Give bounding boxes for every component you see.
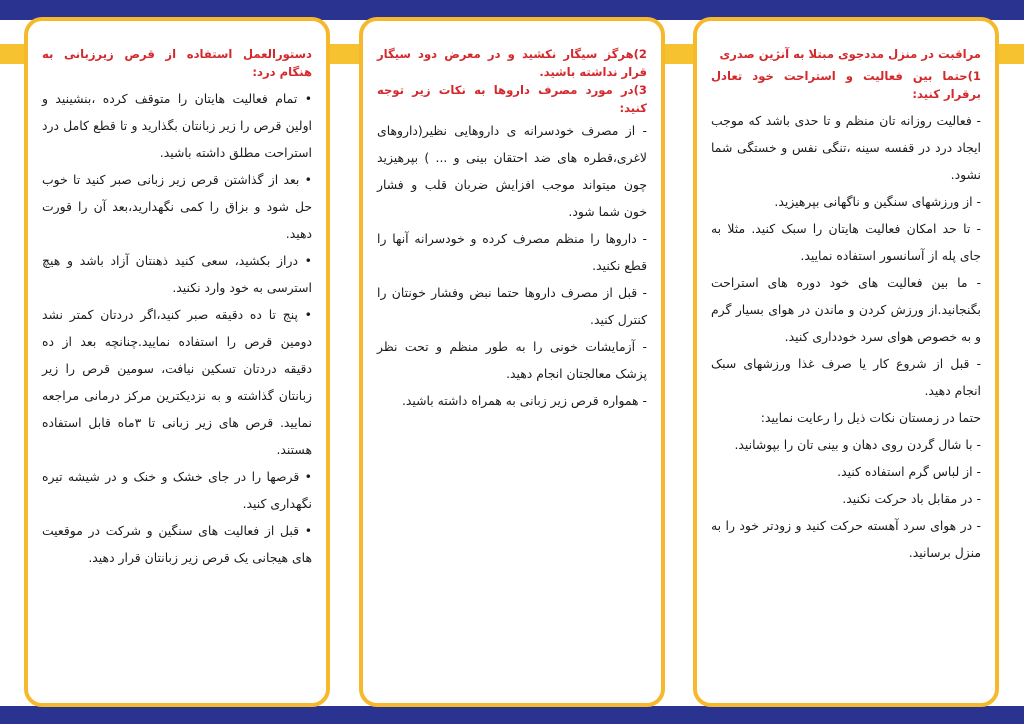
list-item: - آزمایشات خونی را به طور منظم و تحت نظر پزشک معالجتان انجام دهید. <box>377 339 647 381</box>
list-item: - با شال گردن روی دهان و بینی تان را بپوشانید. <box>734 437 981 452</box>
list-item: - در مقابل باد حرکت نکنید. <box>842 491 981 506</box>
list-item: - فعالیت روزانه تان منظم و تا حدی باشد که موجب ایجاد درد در قفسه سینه ،تنگی نفس و خستگی شما نشود. <box>711 113 981 182</box>
list-item: - داروها را منظم مصرف کرده و خودسرانه آنها را قطع نکنید. <box>377 231 647 273</box>
list-item: - تا حد امکان فعالیت هایتان را سبک کنید. مثلا به جای پله از آسانسور استفاده نمایید. <box>711 221 981 263</box>
list-item: - همواره قرص زیر زبانی به همراه داشته باشید. <box>401 393 647 408</box>
list-item: حتما در زمستان نکات ذیل را رعایت نمایید: <box>760 410 981 425</box>
list-item: - از لباس گرم استفاده کنید. <box>837 464 981 479</box>
list-item: • پنج تا ده دقیقه صبر کنید،اگر دردتان کمتر نشد دومین قرص را استفاده نمایید.چنانچه بعد از ده دقیقه دردتان تسکین نیافت، سومین قرص را زیر زبانتان گذاشته و به نزدیکترین مرکز درمانی مراجعه نمایید. قرص های زیر زبانی تا ۳ماه قابل استفاده هستند. <box>42 307 312 457</box>
list-item: • قرصها را در جای خشک و خنک و در شیشه تیره نگهداری کنید. <box>42 469 312 511</box>
panel-smoking-medication <box>359 17 665 707</box>
list-item: - قبل از شروع کار یا صرف غذا ورزشهای سبک انجام دهید. <box>711 356 981 398</box>
list-item: • قبل از فعالیت های سنگین و شرکت در موقعیت های هیجانی یک قرص زیر زبانتان قرار دهید. <box>42 523 312 565</box>
bottom-band <box>0 706 1024 724</box>
list-item: • دراز بکشید، سعی کنید ذهنتان آزاد باشد و هیچ استرسی به خود وارد نکنید. <box>42 253 312 295</box>
list-item: - در هوای سرد آهسته حرکت کنید و زودتر خود را به منزل برسانید. <box>711 518 981 560</box>
panel-home-care <box>693 17 999 707</box>
page-title: مراقبت در منزل مددجوی مبتلا به آنژین صدری <box>719 47 981 61</box>
list-item: - قبل از مصرف داروها حتما نبض وفشار خونتان را کنترل کنید. <box>377 285 647 327</box>
panel-heading: دستورالعمل استفاده از قرص زیرزبانی به هنگام درد: <box>42 47 312 79</box>
list-item: • تمام فعالیت هایتان را متوقف کرده ،بنشینید و اولین قرص را زیر زبانتان بگذارید و تا قطع کامل درد استراحت مطلق داشته باشید. <box>42 91 312 160</box>
list-item: • بعد از گذاشتن قرص زیر زبانی صبر کنید تا خوب حل شود و بزاق را کمی نگهدارید،بعد آن را قورت دهید. <box>42 172 312 241</box>
list-item: - از ورزشهای سنگین و ناگهانی بپرهیزید. <box>774 194 981 209</box>
panel-sublingual-instructions <box>24 17 330 707</box>
section-heading-medication: 3)در مورد مصرف داروها به نکات زیر توجه کنید: <box>377 83 647 115</box>
list-item: - ما بین فعالیت های خود دوره های استراحت بگنجانید.از ورزش کردن و ماندن در هوای بسیار گرم و به خصوص هوای سرد خودداری کنید. <box>711 275 981 344</box>
list-item: - از مصرف خودسرانه ی داروهایی نظیر(داروهای لاغری،قطره های ضد احتقان بینی و ... ) بپرهیزید چون میتواند موجب افزایش ضربان قلب و فشار خون شما شود. <box>377 123 647 219</box>
section-heading-smoking: 2)هرگز سیگار نکشید و در معرض دود سیگار قرار نداشته باشید. <box>377 47 647 79</box>
section-heading-activity: 1)حتما بین فعالیت و استراحت خود تعادل برقرار کنید: <box>711 69 981 101</box>
